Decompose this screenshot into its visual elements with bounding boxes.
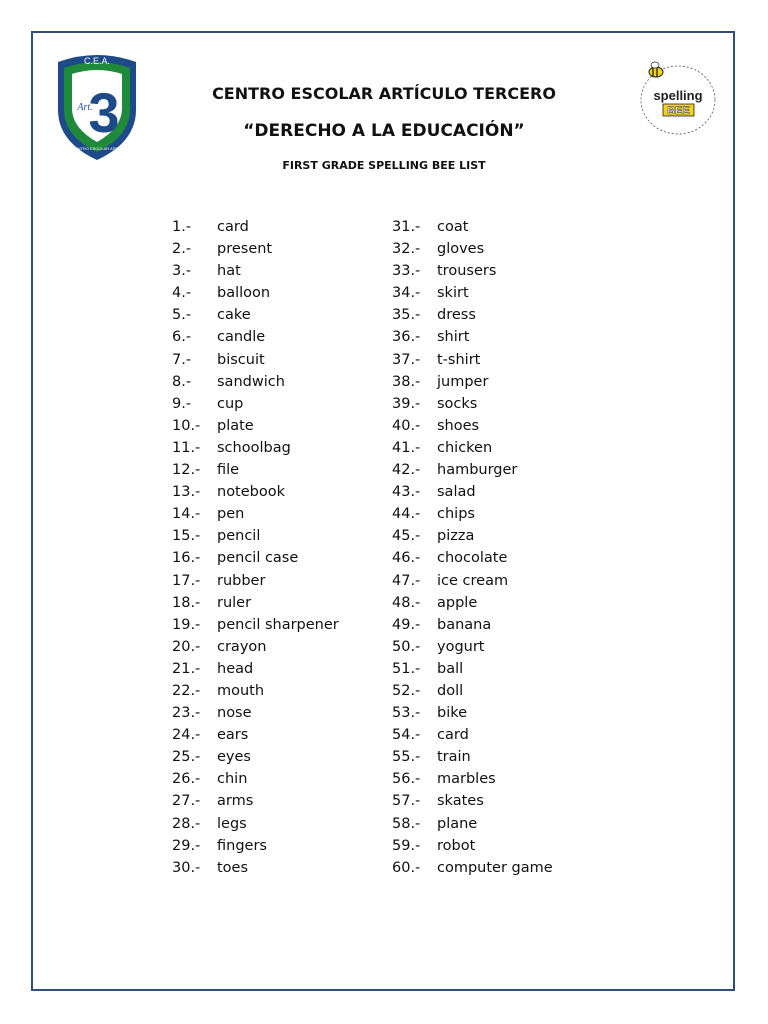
item-word: toes	[217, 859, 249, 876]
item-word: computer game	[437, 859, 553, 876]
item-number: 54.-	[392, 727, 421, 744]
bee-logo-word2: BEE	[667, 105, 690, 117]
item-word: chips	[437, 506, 475, 523]
item-word: ears	[217, 727, 249, 744]
item-number: 20.-	[172, 638, 201, 655]
list-item	[172, 547, 392, 569]
list-item	[172, 680, 392, 702]
item-number: 10.-	[172, 417, 201, 434]
item-number: 18.-	[172, 594, 201, 611]
crest-art-text: Art.	[77, 102, 93, 113]
item-word: pencil case	[217, 550, 299, 567]
list-item	[392, 768, 612, 790]
list-item	[172, 437, 392, 459]
list-item	[172, 503, 392, 525]
list-item	[392, 835, 612, 857]
item-number: 24.-	[172, 727, 201, 744]
item-number: 32.-	[392, 241, 421, 258]
item-word: eyes	[217, 749, 251, 766]
item-word: hamburger	[437, 462, 518, 479]
word-list-right-column	[392, 216, 612, 879]
list-item	[392, 371, 612, 393]
list-item	[392, 282, 612, 304]
list-item	[392, 503, 612, 525]
item-word: plane	[437, 815, 478, 832]
item-number: 6.-	[172, 329, 192, 346]
list-item	[392, 724, 612, 746]
item-number: 9.-	[172, 395, 192, 412]
item-number: 16.-	[172, 550, 201, 567]
list-item	[172, 481, 392, 503]
list-item	[172, 636, 392, 658]
list-item	[172, 349, 392, 371]
item-word: jumper	[437, 373, 489, 390]
item-word: bike	[437, 705, 468, 722]
item-word: sandwich	[217, 373, 285, 390]
list-item	[392, 437, 612, 459]
item-number: 28.-	[172, 815, 201, 832]
item-number: 19.-	[172, 616, 201, 633]
item-number: 29.-	[172, 837, 201, 854]
item-word: card	[437, 727, 469, 744]
list-item	[172, 326, 392, 348]
item-word: chin	[217, 771, 248, 788]
item-word: card	[217, 219, 249, 235]
list-item	[392, 547, 612, 569]
list-item	[392, 481, 612, 503]
list-item	[392, 702, 612, 724]
item-word: cake	[217, 307, 251, 324]
list-item	[392, 614, 612, 636]
item-word: apple	[437, 594, 478, 611]
list-item	[172, 525, 392, 547]
item-word: pencil	[217, 528, 261, 545]
item-number: 33.-	[392, 263, 421, 280]
item-word: pencil sharpener	[217, 616, 339, 633]
item-word: rubber	[217, 572, 266, 589]
item-number: 7.-	[172, 351, 192, 368]
item-number: 48.-	[392, 594, 421, 611]
school-name: CENTRO ESCOLAR ARTÍCULO TERCERO	[212, 84, 556, 103]
item-number: 36.-	[392, 329, 421, 346]
list-item	[172, 459, 392, 481]
list-item	[392, 525, 612, 547]
list-item	[392, 746, 612, 768]
list-item	[392, 415, 612, 437]
list-item	[392, 636, 612, 658]
list-item	[172, 238, 392, 260]
item-number: 49.-	[392, 616, 421, 633]
list-item	[172, 592, 392, 614]
item-word: doll	[437, 682, 464, 699]
item-number: 53.-	[392, 705, 421, 722]
item-number: 35.-	[392, 307, 421, 324]
list-item	[172, 393, 392, 415]
word-list-left-column	[172, 216, 392, 879]
list-item	[172, 415, 392, 437]
list-item	[172, 813, 392, 835]
item-number: 42.-	[392, 462, 421, 479]
item-number: 34.-	[392, 285, 421, 302]
item-number: 52.-	[392, 682, 421, 699]
item-number: 40.-	[392, 417, 421, 434]
item-number: 30.-	[172, 859, 201, 876]
item-word: banana	[437, 616, 492, 633]
item-number: 46.-	[392, 550, 421, 567]
item-word: coat	[437, 219, 469, 235]
item-number: 26.-	[172, 771, 201, 788]
item-number: 56.-	[392, 771, 421, 788]
item-number: 13.-	[172, 484, 201, 501]
list-item	[392, 680, 612, 702]
list-item	[392, 857, 612, 879]
item-number: 50.-	[392, 638, 421, 655]
item-number: 57.-	[392, 793, 421, 810]
list-item	[392, 326, 612, 348]
item-number: 23.-	[172, 705, 201, 722]
item-word: schoolbag	[217, 439, 291, 456]
item-word: present	[217, 241, 273, 258]
item-number: 55.-	[392, 749, 421, 766]
item-word: legs	[217, 815, 247, 832]
item-word: fingers	[217, 837, 267, 854]
item-word: marbles	[437, 771, 496, 788]
item-word: skirt	[437, 285, 469, 302]
item-number: 8.-	[172, 373, 192, 390]
item-word: dress	[437, 307, 476, 324]
item-number: 44.-	[392, 506, 421, 523]
item-word: head	[217, 660, 254, 677]
item-word: shoes	[437, 417, 480, 434]
item-word: candle	[217, 329, 266, 346]
bee-logo-word1: spelling	[653, 88, 703, 103]
item-word: crayon	[217, 638, 267, 655]
item-number: 31.-	[392, 219, 421, 235]
crest-top-text: C.E.A.	[83, 56, 111, 66]
item-number: 22.-	[172, 682, 201, 699]
item-number: 1.-	[172, 219, 192, 235]
item-word: chicken	[437, 439, 493, 456]
item-word: train	[437, 749, 471, 766]
item-number: 5.-	[172, 307, 192, 324]
item-number: 41.-	[392, 439, 421, 456]
list-item	[392, 260, 612, 282]
list-item	[392, 349, 612, 371]
list-item	[172, 835, 392, 857]
item-number: 11.-	[172, 439, 201, 456]
list-item	[172, 371, 392, 393]
item-number: 47.-	[392, 572, 421, 589]
item-word: shirt	[437, 329, 470, 346]
list-item	[392, 216, 612, 238]
list-item	[172, 304, 392, 326]
item-word: plate	[217, 417, 254, 434]
item-number: 43.-	[392, 484, 421, 501]
list-item	[172, 768, 392, 790]
list-item	[172, 658, 392, 680]
item-number: 3.-	[172, 263, 192, 280]
item-number: 59.-	[392, 837, 421, 854]
list-item	[392, 459, 612, 481]
item-word: ball	[437, 660, 464, 677]
item-word: yogurt	[437, 638, 485, 655]
item-word: gloves	[437, 241, 485, 258]
item-number: 4.-	[172, 285, 192, 302]
list-item	[172, 614, 392, 636]
item-word: pen	[217, 506, 245, 523]
item-word: notebook	[217, 484, 286, 501]
list-item	[392, 238, 612, 260]
list-item	[392, 304, 612, 326]
item-word: socks	[437, 395, 478, 412]
list-title: FIRST GRADE SPELLING BEE LIST	[282, 159, 486, 172]
item-word: ice cream	[437, 572, 509, 589]
list-item	[172, 857, 392, 879]
item-number: 58.-	[392, 815, 421, 832]
list-item	[172, 724, 392, 746]
item-word: chocolate	[437, 550, 508, 567]
item-number: 21.-	[172, 660, 201, 677]
list-item	[392, 570, 612, 592]
list-item	[392, 393, 612, 415]
item-number: 15.-	[172, 528, 201, 545]
item-number: 60.-	[392, 859, 421, 876]
school-motto: “DERECHO A LA EDUCACIÓN”	[243, 121, 525, 141]
item-word: mouth	[217, 682, 265, 699]
item-number: 51.-	[392, 660, 421, 677]
item-word: biscuit	[217, 351, 265, 368]
item-word: file	[217, 462, 240, 479]
item-word: salad	[437, 484, 476, 501]
item-word: trousers	[437, 263, 497, 280]
item-number: 38.-	[392, 373, 421, 390]
list-item	[172, 570, 392, 592]
item-word: robot	[437, 837, 476, 854]
list-item	[172, 702, 392, 724]
list-item	[392, 658, 612, 680]
item-number: 45.-	[392, 528, 421, 545]
item-word: pizza	[437, 528, 475, 545]
item-word: t-shirt	[437, 351, 481, 368]
item-word: cup	[217, 395, 244, 412]
crest-ring-text: CENTRO ESCOLAR ART. 3	[72, 146, 122, 151]
list-item	[172, 282, 392, 304]
item-number: 12.-	[172, 462, 201, 479]
item-number: 27.-	[172, 793, 201, 810]
item-word: nose	[217, 705, 252, 722]
list-item	[172, 260, 392, 282]
list-item	[172, 216, 392, 238]
item-number: 14.-	[172, 506, 201, 523]
item-word: skates	[437, 793, 484, 810]
list-item	[392, 790, 612, 812]
list-item	[392, 592, 612, 614]
crest-number: 3	[88, 81, 120, 144]
item-number: 37.-	[392, 351, 421, 368]
item-number: 17.-	[172, 572, 201, 589]
list-item	[172, 746, 392, 768]
item-number: 25.-	[172, 749, 201, 766]
bee-icon	[649, 62, 663, 77]
item-word: arms	[217, 793, 254, 810]
item-word: balloon	[217, 285, 271, 302]
item-word: hat	[217, 263, 241, 280]
school-crest-logo	[52, 50, 142, 162]
item-number: 39.-	[392, 395, 421, 412]
list-item	[172, 790, 392, 812]
item-word: ruler	[217, 594, 252, 611]
item-number: 2.-	[172, 241, 192, 258]
list-item	[392, 813, 612, 835]
